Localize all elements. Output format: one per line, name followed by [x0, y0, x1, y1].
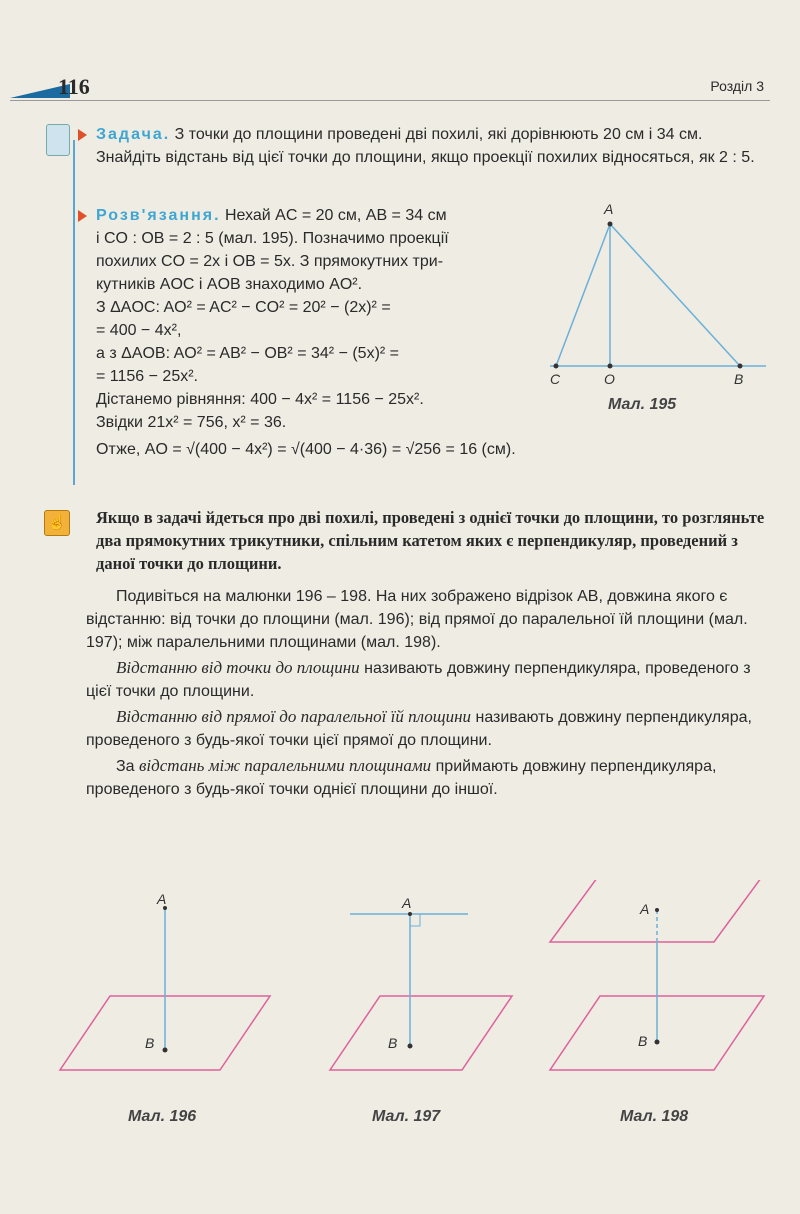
task-label: Задача. — [96, 126, 171, 143]
fig198-point-a — [655, 908, 659, 912]
definition: називають довжину перпендикуляра, проведеного з будь-якої точки цієї прямої до площини. — [86, 709, 752, 749]
tip-block — [0, 506, 800, 575]
solution-block — [96, 204, 566, 461]
fig195-point-o — [608, 364, 613, 369]
solution-line: Нехай AC = 20 см, AB = 34 см — [224, 207, 447, 224]
task-block — [96, 123, 770, 169]
solution-line: а з ΔAOB: AO² = AB² − OB² = 34² − (5x)² = — [96, 345, 400, 362]
fig196-point-b — [163, 1048, 168, 1053]
tip-hand-icon: ☝ — [44, 510, 70, 536]
figures-196-198 — [50, 880, 780, 1080]
fig198-label-b: B — [638, 1033, 648, 1049]
fig195-segment-ac — [556, 224, 610, 366]
solution-arrow-icon — [78, 210, 87, 222]
paragraph: Подивіться на малюнки 196 – 198. На них зображено відрізок AB, довжина якого є відстанню: від точки до площини (мал. 196); від прямої до паралельної їй площини (мал. 197); між паралельними площинами (мал. 198). — [86, 588, 748, 651]
solution-line: і CO : OB = 2 : 5 (мал. 195). Позначимо проекції — [96, 230, 449, 247]
solution-label: Розв'язання. — [96, 207, 221, 224]
solution-line: Отже, AO = √(400 − 4x²) = √(400 − 4·36) = √256 = 16 (см). — [96, 441, 516, 458]
fig197-label-b: B — [388, 1035, 398, 1051]
fig195-point-a — [608, 222, 613, 227]
fig195-segment-ab — [610, 224, 740, 366]
solution-line: З ΔAOC: AO² = AC² − CO² = 20² − (2x)² = — [96, 299, 391, 316]
fig195-label-o: O — [604, 371, 615, 387]
fig197-label-a: A — [402, 895, 412, 911]
task-icon — [46, 124, 70, 156]
fig198-point-b — [655, 1040, 660, 1045]
fig197-caption: Мал. 197 — [372, 1108, 441, 1125]
fig197-point-a — [408, 912, 412, 916]
definition: називають довжину перпендикуляра, проведеного з цієї точки до площини. — [86, 660, 751, 700]
term: Відстанню від точки до площини — [116, 658, 360, 677]
fig197-plane — [330, 996, 512, 1070]
fig196-caption: Мал. 196 — [128, 1108, 197, 1125]
fig197-right-angle — [410, 914, 420, 926]
fig196-label-b: B — [145, 1035, 155, 1051]
solution-line: кутників AOC і AOB знаходимо AO². — [96, 276, 363, 293]
task-text: З точки до площини проведені дві похилі, які дорівнюють 20 см і 34 см. Знайдіть відстань від цієї точки до площини, якщо проекції похилих відносяться, як 2 : 5. — [96, 126, 755, 166]
fig198-caption: Мал. 198 — [620, 1108, 689, 1125]
fig195-label-a: A — [604, 201, 614, 217]
term: Відстанню від прямої до паралельної їй площини — [116, 707, 472, 726]
task-arrow-icon — [78, 129, 87, 141]
solution-bar — [73, 140, 75, 485]
solution-line: похилих CO = 2x і OB = 5x. З прямокутних три- — [96, 253, 444, 270]
definition: приймають довжину перпендикуляра, проведеного з будь-якої точки однієї площини до іншої. — [86, 758, 717, 798]
fig195-point-b — [738, 364, 743, 369]
page-number: 116 — [58, 74, 90, 99]
solution-line: Звідки 21x² = 756, x² = 36. — [96, 414, 287, 431]
fig198-label-a: A — [640, 901, 650, 917]
section-title: Розділ 3 — [710, 78, 764, 94]
main-text-flow — [0, 506, 800, 803]
solution-line: = 1156 − 25x². — [96, 368, 198, 385]
definition-point — [86, 656, 768, 703]
fig195-caption: Мал. 195 — [608, 396, 677, 413]
fig197-point-b — [408, 1044, 413, 1049]
fig196-label-a: A — [157, 891, 167, 907]
fig195-label-b: B — [734, 371, 744, 387]
tip-text: Якщо в задачі йдеться про дві похилі, проведені з однієї точки до площини, то розгляньте два прямокутних трикутники, спільним катетом яких є перпендикуляр, проведений з даної точки до площини. — [96, 508, 765, 573]
header-rule — [10, 100, 770, 101]
definition-planes — [86, 754, 768, 801]
definition-line — [86, 705, 768, 752]
prefix: За — [116, 758, 140, 775]
solution-line: = 400 − 4x², — [96, 322, 182, 339]
figure-195 — [540, 196, 770, 390]
fig195-point-c — [554, 364, 559, 369]
term: відстань між паралельними площинами — [139, 756, 432, 775]
fig195-label-c: C — [550, 371, 561, 387]
solution-line: Дістанемо рівняння: 400 − 4x² = 1156 − 25x². — [96, 391, 424, 408]
